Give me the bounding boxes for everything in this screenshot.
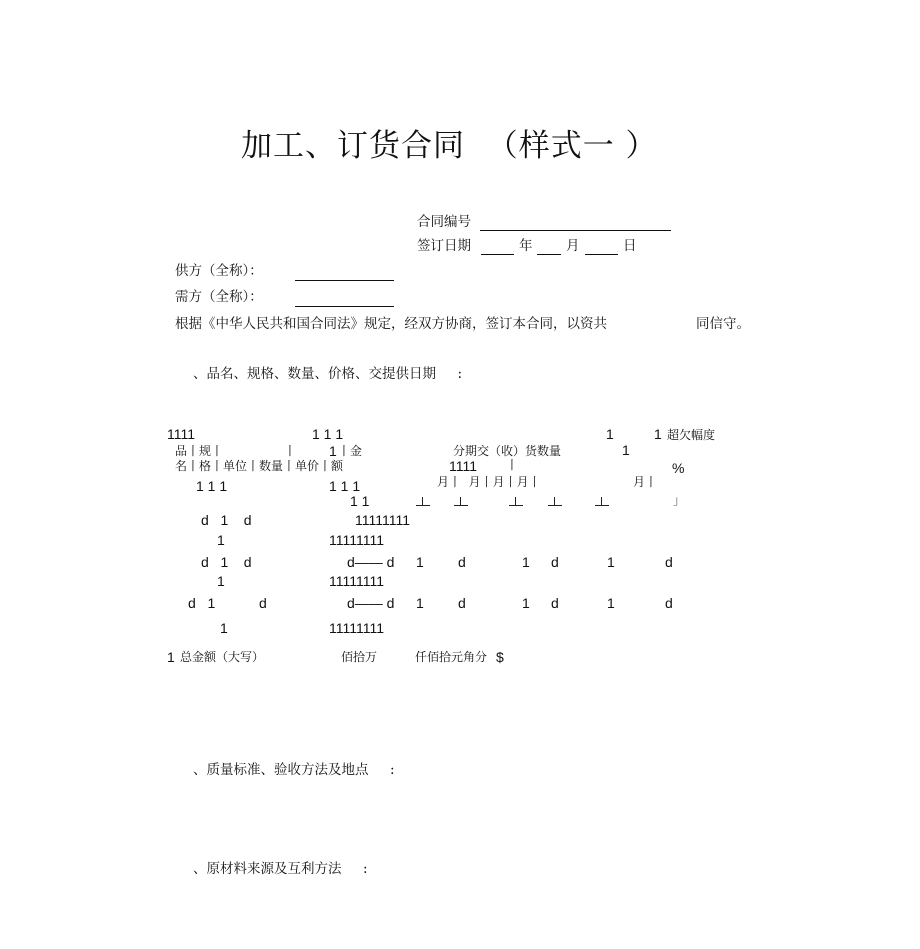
- table-cell: 11111111: [329, 532, 385, 548]
- table-cell: d 1 d: [201, 554, 252, 570]
- sign-month-label: 月: [566, 238, 580, 254]
- table-tick: [595, 497, 609, 506]
- table-cell: d 1: [188, 595, 216, 611]
- sign-year-field[interactable]: [481, 254, 514, 255]
- table-cell: 丨: [506, 458, 519, 472]
- intro-tail: 同信守。: [696, 316, 750, 332]
- supplier-label: 供方（全称）：: [175, 263, 263, 279]
- section-3-heading: 、原材料来源及互利方法 :: [193, 861, 368, 877]
- supplier-field[interactable]: [295, 280, 394, 281]
- table-cell: 11111111: [329, 620, 385, 636]
- total-amount-label: 总金额（大写）: [180, 650, 265, 664]
- section-1-heading: 、品名、规格、数量、价格、交提供日期 :: [193, 366, 463, 382]
- table-tick: [416, 497, 430, 506]
- table-cell: 1: [416, 595, 424, 611]
- table-header-cell: 品丨规丨: [175, 444, 224, 458]
- table-cell: d: [458, 554, 466, 570]
- page-title: 加工、订货合同 （样式一 ）: [241, 128, 658, 164]
- section-2-heading: 、质量标准、验收方法及地点 :: [193, 762, 395, 778]
- table-cell: 11111111: [329, 573, 385, 589]
- sign-date-label: 签订日期: [417, 238, 471, 254]
- amount-header: 丨金: [338, 444, 363, 458]
- table-cell: 1 1 1: [196, 478, 228, 494]
- intro-text: 根据《中华人民共和国合同法》规定，经双方协商，签订本合同，以资共: [175, 316, 607, 332]
- contract-no-label: 合同编号: [417, 214, 471, 230]
- table-cell: 1 1 1: [312, 426, 344, 442]
- contract-no-field[interactable]: [480, 230, 671, 231]
- table-tick: [454, 497, 468, 506]
- total-amount-units-2: 仟佰拾元角分: [415, 650, 488, 664]
- table-cell: 1111: [449, 458, 478, 474]
- total-num: 1: [167, 649, 175, 665]
- table-cell: 丨: [284, 444, 297, 458]
- table-cell: d—— d: [347, 595, 395, 611]
- month-headers: 月丨 月丨月丨月丨: [437, 475, 541, 489]
- table-cell: 1: [522, 554, 530, 570]
- table-cell: 1: [606, 426, 614, 442]
- table-cell: 11111111: [355, 512, 411, 528]
- table-cell: d: [665, 595, 673, 611]
- table-cell: 1: [522, 595, 530, 611]
- table-cell: 1: [329, 443, 337, 459]
- table-cell: 1: [220, 620, 228, 636]
- table-header-row: 名丨格丨单位丨数量丨单价丨额: [175, 459, 344, 473]
- percent-sign: %: [672, 460, 685, 476]
- table-tick: [509, 497, 523, 506]
- table-cell: 1: [607, 595, 615, 611]
- table-tick: [548, 497, 562, 506]
- table-cell: d 1 d: [201, 512, 252, 528]
- table-cell: 1: [654, 426, 662, 442]
- table-cell: 1 1 1: [329, 478, 361, 494]
- month-header-end: 月丨: [633, 475, 658, 489]
- dollar-sign: $: [496, 649, 504, 665]
- total-amount-units-1: 佰拾万: [341, 650, 378, 664]
- buyer-field[interactable]: [295, 306, 394, 307]
- table-cell: 1: [217, 573, 225, 589]
- table-cell: 1: [622, 442, 630, 458]
- table-cell: d: [259, 595, 267, 611]
- buyer-label: 需方（全称）：: [175, 289, 263, 305]
- table-cell: 」: [673, 493, 686, 507]
- installment-header: 分期交（收）货数量: [453, 444, 562, 458]
- table-cell: 1 1: [350, 493, 370, 509]
- table-cell: 1111: [167, 426, 196, 442]
- table-cell: d: [458, 595, 466, 611]
- table-cell: d: [665, 554, 673, 570]
- table-cell: d: [551, 595, 559, 611]
- sign-day-field[interactable]: [585, 254, 618, 255]
- over-short-range-header: 超欠幅度: [667, 428, 716, 442]
- sign-day-label: 日: [623, 238, 637, 254]
- table-cell: d: [551, 554, 559, 570]
- table-cell: d—— d: [347, 554, 395, 570]
- table-cell: 1: [607, 554, 615, 570]
- sign-year-label: 年: [519, 238, 533, 254]
- table-cell: 1: [217, 532, 225, 548]
- table-cell: 1: [416, 554, 424, 570]
- sign-month-field[interactable]: [537, 254, 561, 255]
